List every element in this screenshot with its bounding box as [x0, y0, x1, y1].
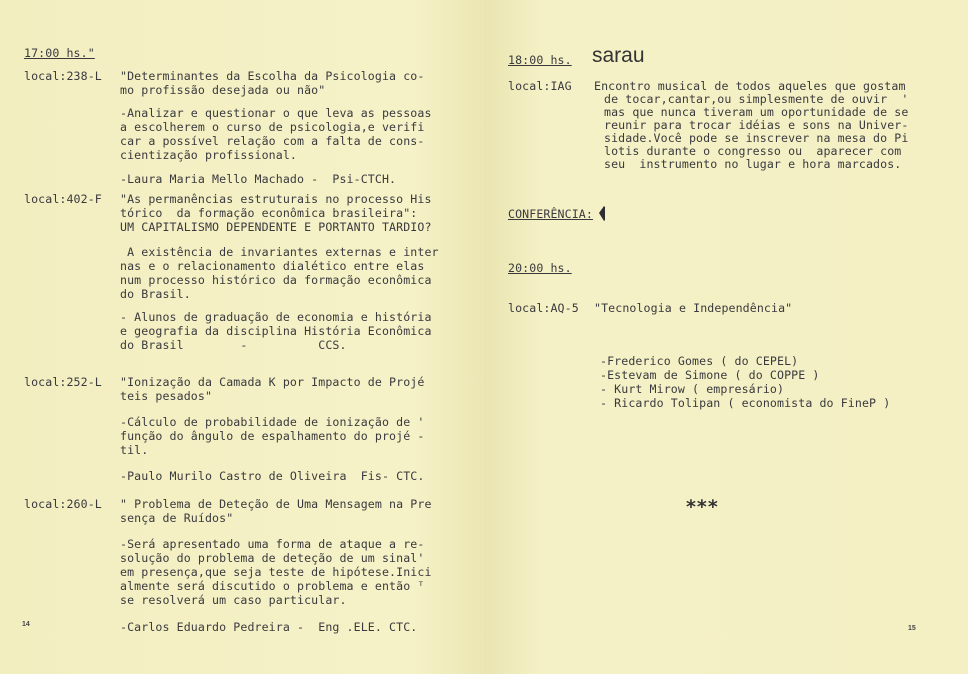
entry-abstract-line: car a possível relação com a falta de cons-	[120, 134, 425, 148]
speaker-line: - Kurt Mirow ( empresário)	[600, 382, 785, 396]
entry-abstract-line: em presença,que seja teste de hipótese.Inici	[120, 565, 432, 579]
entry-abstract-line: -Será apresentado uma forma de ataque a re-	[120, 537, 425, 551]
right-page	[484, 0, 968, 674]
entry-local: local:402-F	[24, 192, 102, 206]
entry-title-line: teis pesados"	[120, 389, 213, 403]
sarau-line: mas que nunca tiveram um oportunidade de se	[604, 105, 909, 119]
entry-abstract-line: almente será discutido o problema e então ᵀ	[120, 579, 425, 593]
entry-local: local:252-L	[24, 375, 102, 389]
speaker-line: - Ricardo Tolipan ( economista do FineP )	[600, 396, 891, 410]
entry-abstract-line: a escolherem o curso de psicologia,e verifi	[120, 120, 425, 134]
entry-abstract-line: do Brasil.	[120, 287, 191, 301]
entry-author: -Laura Maria Mello Machado - Psi-CTCH.	[120, 172, 397, 186]
sarau-line: lotis durante o congresso ou aparecer com	[604, 144, 902, 158]
entry-abstract-line: -Analizar e questionar o que leva as pessoas	[120, 106, 432, 120]
entry-author: -Carlos Eduardo Pedreira - Eng .ELE. CTC.	[120, 620, 418, 634]
entry-title-line: tórico da formação econômica brasileira":	[120, 206, 418, 220]
entry-abstract-line: num processo histórico da formação econômica	[120, 273, 432, 287]
sarau-line: reunir para trocar idéias e sons na Univer-	[604, 118, 909, 132]
entry-local: local:260-L	[24, 497, 102, 511]
sarau-time: 18:00 hs.	[508, 53, 572, 67]
entry-local: local:238-L	[24, 69, 102, 83]
entry-title-line: " Problema de Deteção de Uma Mensagem na Pre	[120, 497, 432, 511]
entry-title-line: UM CAPITALISMO DEPENDENTE E PORTANTO TARDIO?	[120, 220, 432, 234]
sarau-line: sidade.Você pode se inscrever na mesa do Pi	[604, 131, 909, 145]
hand-pointer-icon	[598, 204, 606, 222]
closing-stars: ***	[686, 496, 719, 518]
page-number: 14	[22, 621, 30, 628]
entry-abstract-line: se resolverá um caso particular.	[120, 593, 347, 607]
time-heading: 17:00 hs."	[24, 46, 95, 60]
speaker-line: -Frederico Gomes ( do CEPEL)	[600, 354, 799, 368]
sarau-line: seu instrumento no lugar e hora marcados.	[604, 157, 902, 171]
sarau-line: de tocar,cantar,ou simplesmente de ouvir '	[604, 92, 909, 106]
entry-abstract-line: solução do problema de deteção de um sinal'	[120, 551, 425, 565]
entry-title-line: "Determinantes da Escolha da Psicologia co-	[120, 69, 425, 83]
entry-abstract-line: cientização profissional.	[120, 148, 298, 162]
entry-abstract-line: função do ângulo de espalhamento do projé -	[120, 429, 425, 443]
conferencia-time: 20:00 hs.	[508, 261, 572, 275]
entry-title-line: mo profissão desejada ou não"	[120, 83, 326, 97]
conferencia-title: "Tecnologia e Independência"	[594, 301, 793, 315]
sarau-line: Encontro musical de todos aqueles que gostam	[594, 79, 906, 93]
entry-author: - Alunos de graduação de economia e história	[120, 310, 432, 324]
entry-author: e geografia da disciplina História Econômica	[120, 324, 432, 338]
entry-author: do Brasil - CCS.	[120, 338, 347, 352]
entry-title-line: sença de Ruídos"	[120, 511, 234, 525]
conferencia-local: local:AQ-5	[508, 301, 579, 315]
entry-abstract-line: til.	[120, 443, 149, 457]
speaker-line: -Estevam de Simone ( do COPPE )	[600, 368, 820, 382]
page-number: 15	[908, 625, 916, 632]
entry-abstract-line: -Cálculo de probabilidade de ionização de '	[120, 415, 425, 429]
entry-author: -Paulo Murilo Castro de Oliveira Fis- CTC.	[120, 469, 425, 483]
sarau-local: local:IAG	[508, 79, 572, 93]
entry-abstract-line: nas e o relacionamento dialético entre elas	[120, 259, 425, 273]
entry-abstract-line: A existência de invariantes externas e inter	[120, 245, 439, 259]
sarau-title: sarau	[592, 44, 645, 67]
entry-title-line: "Ionização da Camada K por Impacto de Projé	[120, 375, 425, 389]
conferencia-heading: CONFERÊNCIA:	[508, 207, 593, 221]
entry-title-line: "As permanências estruturais no processo His	[120, 192, 432, 206]
